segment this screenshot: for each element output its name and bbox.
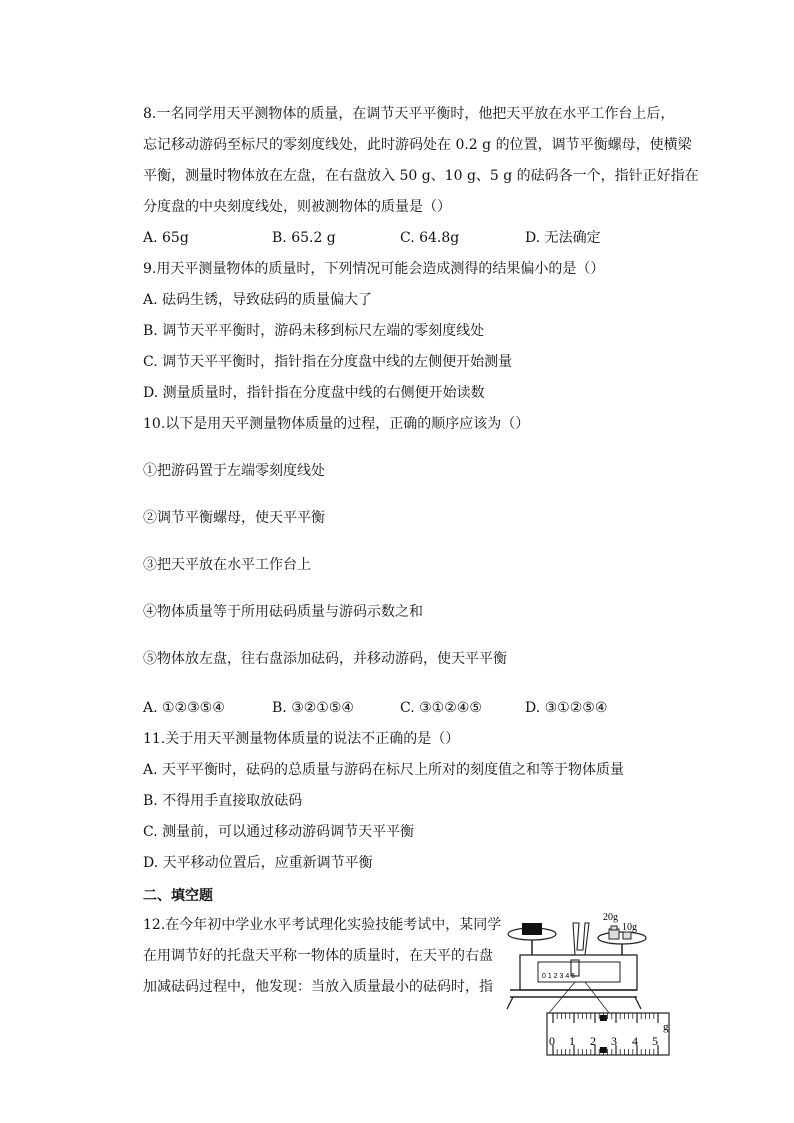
q8-line-4: 分度盘的中央刻度线处，则被测物体的质量是（） — [143, 199, 451, 215]
q10-step-5: ⑤物体放左盘，往右盘添加砝码，并移动游码，使天平平衡 — [143, 651, 507, 667]
q9-stem: 9.用天平测量物体的质量时，下列情况可能会造成测得的结果偏小的是（） — [143, 261, 605, 277]
q11-option-b[interactable]: B. 不得用手直接取放砝码 — [143, 793, 303, 809]
q10-option-d[interactable]: D. ③①②⑤④ — [525, 700, 608, 716]
q10-option-a[interactable]: A. ①②③⑤④ — [143, 700, 225, 716]
scale-label-1: 1 — [569, 1034, 575, 1048]
enlarged-scale — [547, 1013, 669, 1055]
scale-label-5: 5 — [652, 1034, 658, 1048]
q8-line-3: 平衡，测量时物体放在左盘，在右盘放入 50 g、10 g、5 g 的砝码各一个，指针正好指在 — [143, 168, 699, 184]
q10-option-b[interactable]: B. ③②①⑤④ — [272, 700, 354, 716]
q12-line-2: 在用调节好的托盘天平称一物体的质量时，在天平的右盘 — [143, 948, 493, 964]
q11-option-a[interactable]: A. 天平平衡时，砝码的总质量与游码在标尺上所对的刻度值之和等于物体质量 — [143, 762, 625, 778]
weight-10g — [623, 932, 631, 939]
balance-figure — [505, 905, 680, 1060]
q12-line-3: 加减砝码过程中，他发现：当放入质量最小的砝码时，指 — [143, 979, 493, 995]
rider-marker-bottom — [600, 1047, 607, 1053]
scale-label-4: 4 — [632, 1034, 638, 1048]
scale-unit: g — [663, 1021, 669, 1033]
center-pillar — [573, 923, 589, 955]
svg-text:0 1 2 3 4 5: 0 1 2 3 4 5 — [542, 973, 576, 980]
q8-option-a[interactable]: A. 65g — [143, 230, 189, 246]
section-heading-fill-blank: 二、填空题 — [143, 888, 213, 904]
object-block — [522, 923, 542, 935]
q11-option-d[interactable]: D. 天平移动位置后，应重新调节平衡 — [143, 855, 373, 871]
q10-step-1: ①把游码置于左端零刻度线处 — [143, 463, 325, 479]
rider-marker-top — [600, 1015, 607, 1021]
scale-label-3: 3 — [611, 1034, 617, 1048]
scale-label-2: 2 — [590, 1034, 596, 1048]
q9-option-a[interactable]: A. 砝码生锈，导致砝码的质量偏大了 — [143, 292, 373, 308]
q11-stem: 11.关于用天平测量物体质量的说法不正确的是（） — [143, 731, 460, 747]
q10-step-3: ③把天平放在水平工作台上 — [143, 557, 311, 573]
q9-option-b[interactable]: B. 调节天平平衡时，游码未移到标尺左端的零刻度线处 — [143, 323, 485, 339]
q9-option-c[interactable]: C. 调节天平平衡时，指针指在分度盘中线的左侧便开始测量 — [143, 354, 513, 370]
q10-step-4: ④物体质量等于所用砝码质量与游码示数之和 — [143, 604, 423, 620]
q9-option-d[interactable]: D. 测量质量时，指针指在分度盘中线的右侧便开始读数 — [143, 385, 485, 401]
q11-option-c[interactable]: C. 测量前，可以通过移动游码调节天平平衡 — [143, 824, 415, 840]
q8-line-1: 8.一名同学用天平测物体的质量，在调节天平平衡时，他把天平放在水平工作台上后， — [143, 106, 675, 122]
label-10g: 10g — [622, 922, 637, 933]
q8-option-c[interactable]: C. 64.8g — [400, 230, 460, 246]
q10-step-2: ②调节平衡螺母，使天平平衡 — [143, 510, 325, 526]
label-20g: 20g — [603, 912, 618, 923]
q12-line-1: 12.在今年初中学业水平考试理化实验技能考试中，某同学 — [143, 917, 502, 933]
q8-option-d[interactable]: D. 无法确定 — [525, 230, 601, 246]
q8-option-b[interactable]: B. 65.2 g — [272, 230, 336, 246]
scale-label-0: 0 — [549, 1034, 555, 1048]
right-pan — [598, 932, 646, 944]
q8-line-2: 忘记移动游码至标尺的零刻度线处，此时游码处在 0.2 g 的位置，调节平衡螺母，使横梁 — [143, 137, 692, 153]
q10-stem: 10.以下是用天平测量物体质量的过程，正确的顺序应该为（） — [143, 416, 530, 432]
q10-option-c[interactable]: C. ③①②④⑤ — [400, 700, 482, 716]
